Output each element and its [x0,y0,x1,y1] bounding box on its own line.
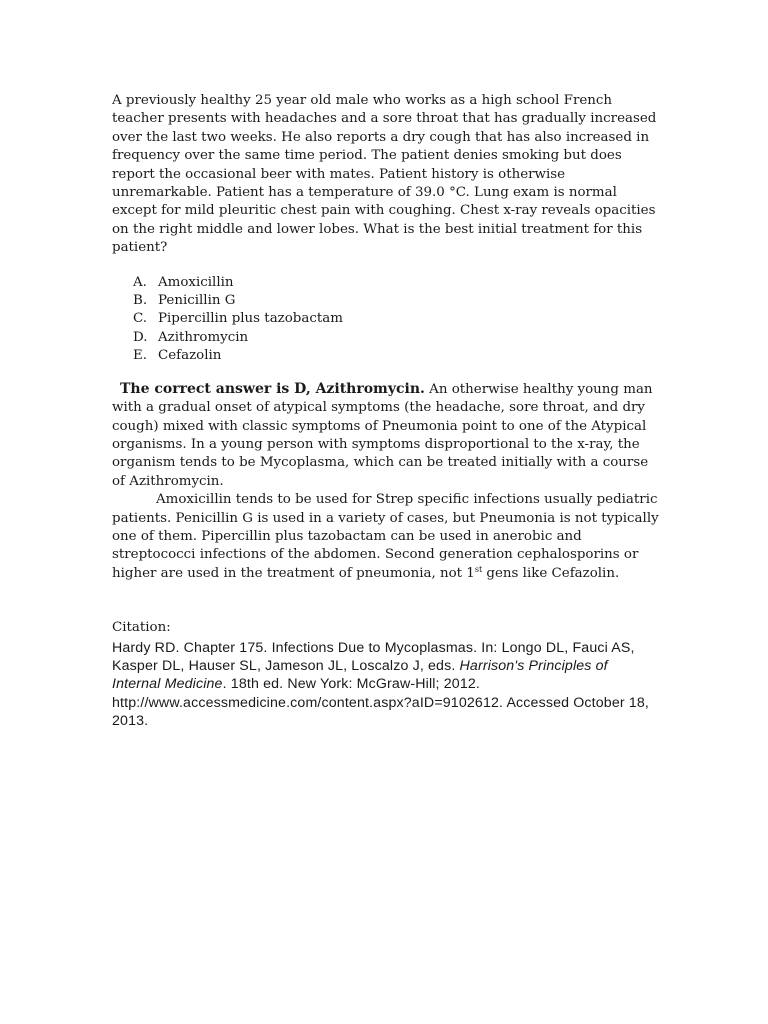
document-content [112,92,660,731]
citation-accessed: . Accessed October 18, 2013. [112,694,650,730]
citation-url: http://www.accessmedicine.com/content.aspx?aID=9102612 [112,694,500,711]
citation-book-title: Harrison's Principles of Internal Medicine [112,657,608,693]
option-text: Pipercillin plus tazobactam [158,311,343,327]
alternatives-text-end: gens like Cefazolin. [482,565,620,581]
citation-heading: Citation: [112,620,171,636]
correct-answer-lead: The correct answer is D, Azithromycin. [120,380,425,397]
option-letter: B. [133,293,148,309]
option-c [133,310,660,328]
option-d [133,329,660,347]
option-text: Cefazolin [158,348,222,364]
option-text: Azithromycin [158,329,249,345]
answer-options-list [112,274,660,366]
option-letter: A. [133,274,147,290]
option-letter: D. [133,329,148,345]
citation-authors: Hardy RD. Chapter 175. Infections Due to Mycoplasmas. In: Longo DL, Fauci AS, Kasper DL, Hauser SL, Jameson JL, Loscalzo J, eds. [112,639,635,674]
option-e [133,347,660,365]
option-b [133,292,660,310]
answer-paragraph [112,380,660,491]
option-letter: E. [133,348,148,364]
citation-details: . 18th ed. New York: McGraw-Hill; 2012. [222,676,480,693]
option-text: Penicillin G [158,293,236,309]
citation-body [112,639,660,731]
option-letter: C. [133,311,148,327]
citation-section [112,619,660,730]
ordinal-superscript: st [474,564,483,574]
answer-explanation: An otherwise healthy young man with a gradual onset of atypical symptoms (the headache, sore throat, and dry cough) mixed with classic symptoms of Pneumonia point to one of the Atypical organisms. In a young person with symptoms disproportional to the x-ray, the organism tends to be Mycoplasma, which can be treated initially with a course of Azithromycin. [112,381,653,489]
alternatives-text: Amoxicillin tends to be used for Strep specific infections usually pediatric patients. Penicillin G is used in a variety of cases, but Pneumonia is not typically one of them. Pipercillin plus tazobactam can be used in anerobic and streptococci infections of the abdomen. Second generation cephalosporins or higher are used in the treatment of pneumonia, not 1 [112,492,659,581]
question-text: A previously healthy 25 year old male who works as a high school French teacher presents with headaches and a sore throat that has gradually increased over the last two weeks. He also reports a dry cough that has also increased in frequency over the same time period. The patient denies smoking but does report the occasional beer with mates. Patient history is otherwise unremarkable. Patient has a temperature of 39.0 °C. Lung exam is normal except for mild pleuritic chest pain with coughing. Chest x-ray reveals opacities on the right middle and lower lobes. What is the best initial treatment for this patient? [112,93,657,256]
alternatives-paragraph [112,491,660,583]
option-text: Amoxicillin [158,274,234,290]
option-a [133,274,660,292]
